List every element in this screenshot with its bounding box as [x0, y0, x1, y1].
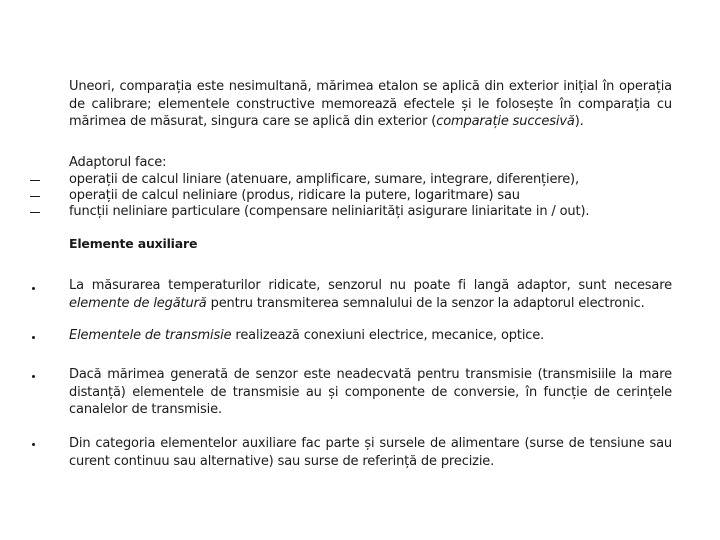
- dash-marker: [30, 212, 40, 213]
- paragraph-text: Uneori, comparația este nesimultană, mărimea etalon se aplică din exterior inițial în operația de calibrare; elementele constructive memorează efectele și le folosește în comparația cu mărimea de măsurat, singura care se aplică din exterior (: [69, 79, 672, 129]
- bullet-italic-term: Elementele de transmisie: [69, 328, 232, 343]
- bullet-marker: [32, 287, 35, 290]
- bullet-text: La măsurarea temperaturilor ridicate, senzorul nu poate fi langă adaptor, sunt necesare: [69, 278, 672, 293]
- dash-list-item: funcții neliniare particulare (compensare neliniarități asigurare liniaritate in / out).: [69, 204, 590, 219]
- dash-marker: [30, 180, 40, 181]
- adaptor-intro: Adaptorul face:: [69, 155, 167, 170]
- bullet-italic-term: elemente de legătură: [69, 295, 207, 311]
- bullet-item-transmisie: [69, 327, 672, 345]
- section-heading: Elemente auxiliare: [69, 236, 198, 251]
- bullet-item-surse: Din categoria elementelor auxiliare fac parte și sursele de alimentare (surse de tensiune sau curent continuu sau alternative) sau surse de referință de precizie.: [69, 436, 672, 469]
- dash-marker: [30, 196, 40, 197]
- paragraph-comparatie: [69, 78, 672, 131]
- bullet-text-end: pentru transmiterea semnalului de la senzor la adaptorul electronic.: [206, 295, 645, 311]
- bullet-item-legatura: [69, 277, 672, 312]
- dash-list-item: operații de calcul neliniare (produs, ridicare la putere, logaritmare) sau: [69, 188, 520, 203]
- paragraph-italic-term: comparație succesivă: [436, 114, 575, 129]
- bullet-marker: [32, 336, 35, 339]
- bullet-text-end: realizează conexiuni electrice, mecanice, optice.: [231, 328, 545, 343]
- dash-list-item: operații de calcul liniare (atenuare, amplificare, sumare, integrare, diferențiere),: [69, 172, 579, 187]
- paragraph-text-end: ).: [574, 114, 584, 129]
- bullet-marker: [32, 375, 35, 378]
- bullet-item-conversie: Dacă mărimea generată de senzor este neadecvată pentru transmisie (transmisiile la mare distanță) elementele de transmisie au și componente de conversie, în funcție de cerințele canalelor de transmisie.: [69, 367, 672, 417]
- bullet-marker: [32, 443, 35, 446]
